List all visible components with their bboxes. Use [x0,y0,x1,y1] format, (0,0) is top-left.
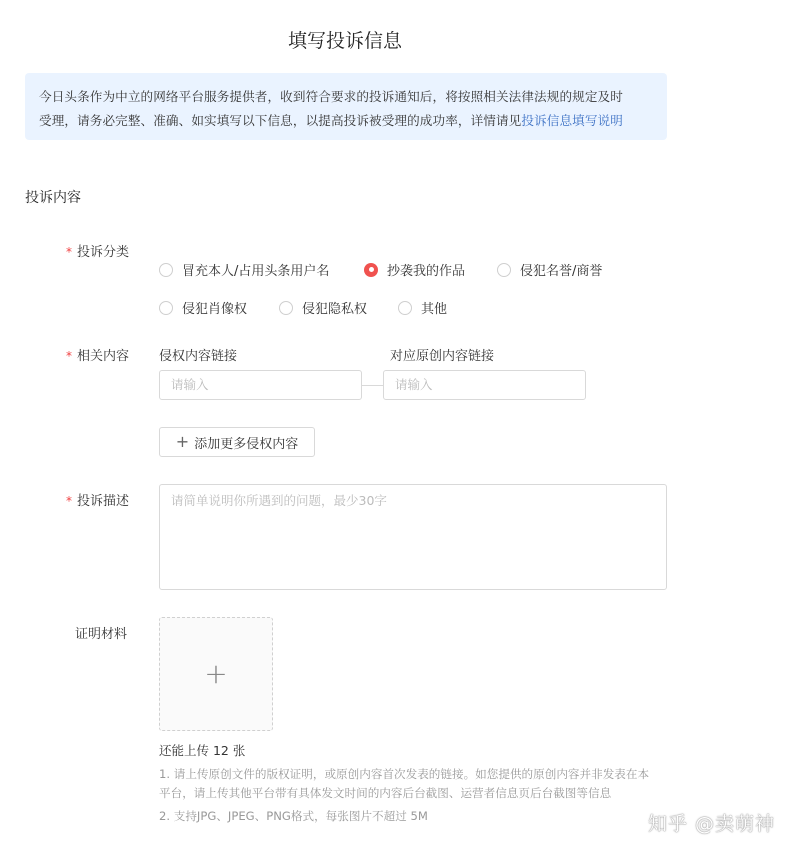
hint-1-line-1: 1. 请上传原创文件的版权证明，或原创内容首次发表的链接。如您提供的原创内容并非发表在本 [159,767,650,781]
add-more-button[interactable] [159,427,315,457]
radio-label: 冒充本人/占用头条用户名 [182,264,330,279]
radio-other[interactable] [398,298,447,317]
radio-privacy[interactable] [279,298,367,317]
radio-label: 抄袭我的作品 [387,264,466,279]
radio-circle[interactable] [497,263,511,277]
related-label-text: 相关内容 [77,349,130,364]
category-label [66,241,129,260]
input-connector [361,385,383,386]
upload-hints [159,765,674,826]
notice-line-2 [39,109,653,133]
radio-label: 其他 [421,302,448,317]
upload-box[interactable] [159,617,273,731]
description-label [66,490,129,509]
notice-help-link[interactable]: 投诉信息填写说明 [521,113,623,128]
notice-line-2-text: 受理，请务必完整、准确、如实填写以下信息，以提高投诉被受理的成功率，详情请见 [39,113,522,128]
required-mark: * [66,245,72,259]
radio-circle[interactable] [159,263,173,277]
add-more-label: 添加更多侵权内容 [194,436,299,452]
upload-remaining: 还能上传 12 张 [159,743,246,758]
required-mark: * [66,494,72,508]
radio-label: 侵犯名誉/商誉 [520,264,603,279]
hint-1-line-2: 平台，请上传其他平台带有具体发文时间的内容后台截图、运营者信息页后台截图等信息 [159,786,612,800]
description-label-text: 投诉描述 [77,494,130,509]
evidence-label: 证明材料 [75,627,128,642]
radio-impersonation[interactable] [159,260,329,279]
hint-1 [159,765,674,803]
notice-banner [25,73,667,140]
category-label-text: 投诉分类 [77,245,130,260]
infringing-link-input[interactable]: 请输入 [159,370,362,400]
watermark: 知乎 @卖萌神 [647,813,775,835]
page-title: 填写投诉信息 [287,30,402,52]
radio-circle[interactable] [159,301,173,315]
radio-circle[interactable] [398,301,412,315]
plus-icon: + [204,657,228,690]
radio-portrait[interactable] [159,298,247,317]
required-mark: * [66,349,72,363]
radio-label: 侵犯隐私权 [302,302,368,317]
radio-circle-selected[interactable] [364,263,378,277]
original-link-header: 对应原创内容链接 [390,349,495,364]
infringing-link-header: 侵权内容链接 [159,349,238,364]
plus-icon: + [175,431,190,451]
radio-label: 侵犯肖像权 [182,302,248,317]
radio-circle[interactable] [279,301,293,315]
radio-reputation[interactable] [497,260,602,279]
related-label [66,345,129,364]
description-textarea[interactable]: 请简单说明你所遇到的问题，最少30字 [159,484,667,590]
notice-line-1: 今日头条作为中立的网络平台服务提供者，收到符合要求的投诉通知后，将按照相关法律法规的规定及时 [39,89,623,104]
hint-2: 2. 支持JPG、JPEG、PNG格式，每张图片不超过 5M [159,809,428,823]
radio-plagiarism[interactable] [364,260,465,279]
section-title: 投诉内容 [25,190,81,206]
original-link-input[interactable]: 请输入 [383,370,586,400]
